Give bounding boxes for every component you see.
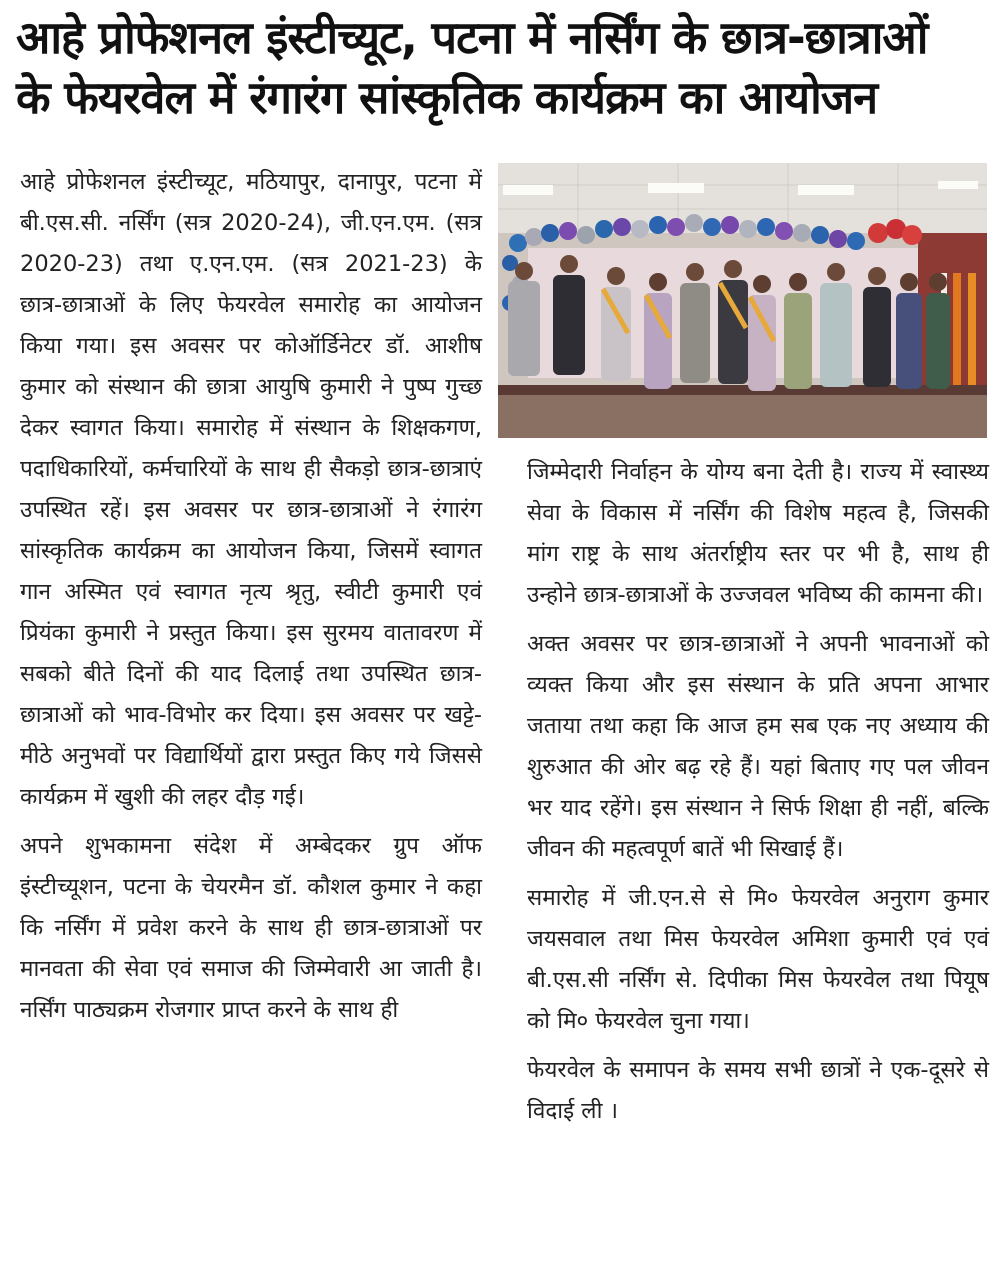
article-headline <box>16 8 996 128</box>
paragraph: समारोह में जी.एन.से से मि० फेयरवेल अनुराग कुमार जयसवाल तथा मिस फेयरवेल अमिशा कुमारी एवं एवं बी.एस.सी नर्सिंग से. दिपीका मिस फेयरवेल तथा पियूष को मि० फेयरवेल चुना गया। <box>527 885 989 1034</box>
paragraph: अक्त अवसर पर छात्र-छात्राओं ने अपनी भावनाओं को व्यक्त किया और इस संस्थान के प्रति अपना आभार जताया तथा कहा कि आज हम सब एक नए अध्याय की शुरुआत की ओर बढ़ रहे हैं। यहां बिताए गए पल जीवन भर याद रहेंगे। इस संस्थान ने सिर्फ शिक्षा ही नहीं, बल्कि जीवन की महत्वपूर्ण बातें भी सिखाई हैं। <box>527 631 989 862</box>
article-column-left <box>20 162 482 1039</box>
paragraph: फेयरवेल के समापन के समय सभी छात्रों ने एक-दूसरे से विदाई ली । <box>527 1057 989 1124</box>
paragraph: जिम्मेदारी निर्वाहन के योग्य बना देती है। राज्य में स्वास्थ्य सेवा के विकास में नर्सिंग की विशेष महत्व है, जिसकी मांग राष्ट्र के साथ अंतर्राष्ट्रीय स्तर पर भी है, साथ ही उन्होने छात्र-छात्राओं के उज्जवल भविष्य की कामना की। <box>527 459 989 608</box>
event-photo <box>498 163 987 438</box>
paragraph: अपने शुभकामना संदेश में अम्बेदकर ग्रुप ऑफ इंस्टीच्यूशन, पटना के चेयरमैन डॉ. कौशल कुमार ने कहा कि नर्सिंग में प्रवेश करने के साथ ही छात्र-छात्राओं पर मानवता की सेवा एवं समाज की जिम्मेवारी आ जाती है। नर्सिंग पाठ्यक्रम रोजगार प्राप्त करने के साथ ही <box>20 833 482 1023</box>
headline-line-1: आहे प्रोफेशनल इंस्टीच्यूट, पटना में नर्सिंग के छात्र-छात्राओं <box>16 11 928 64</box>
paragraph: आहे प्रोफेशनल इंस्टीच्यूट, मठियापुर, दानापुर, पटना में बी.एस.सी. नर्सिंग (सत्र 2020-24), जी.एन.एम. (सत्र 2020-23) तथा ए.एन.एम. (सत्र 2021-23) के छात्र-छात्राओं के लिए फेयरवेल समारोह का आयोजन किया गया। इस अवसर पर कोऑर्डिनेटर डॉ. आशीष कुमार को संस्थान की छात्रा आयुषि कुमारी ने पुष्प गुच्छ देकर स्वागत किया। समारोह में संस्थान के शिक्षकगण, पदाधिकारियों, कर्मचारियों के साथ ही सैकड़ो छात्र-छात्राएं उपस्थित रहें। इस अवसर पर छात्र-छात्राओं ने रंगारंग सांस्कृतिक कार्यक्रम का आयोजन किया, जिसमें स्वागत गान अस्मित एवं स्वागत नृत्य श्रृतु, स्वीटी कुमारी एवं प्रियंका कुमारी ने प्रस्तुत किया। इस सुरमय वातावरण में सबको बीते दिनों की याद दिलाई तथा उपस्थित छात्र-छात्राओं को भाव-विभोर कर दिया। इस अवसर पर खट्टे-मीठे अनुभवों पर विद्यार्थियों द्वारा प्रस्तुत किए गये जिससे कार्यक्रम में खुशी की लहर दौड़ गई। <box>20 169 482 810</box>
headline-line-2: के फेयरवेल में रंगारंग सांस्कृतिक कार्यक्रम का आयोजन <box>16 71 878 124</box>
article-column-right <box>527 452 989 1140</box>
